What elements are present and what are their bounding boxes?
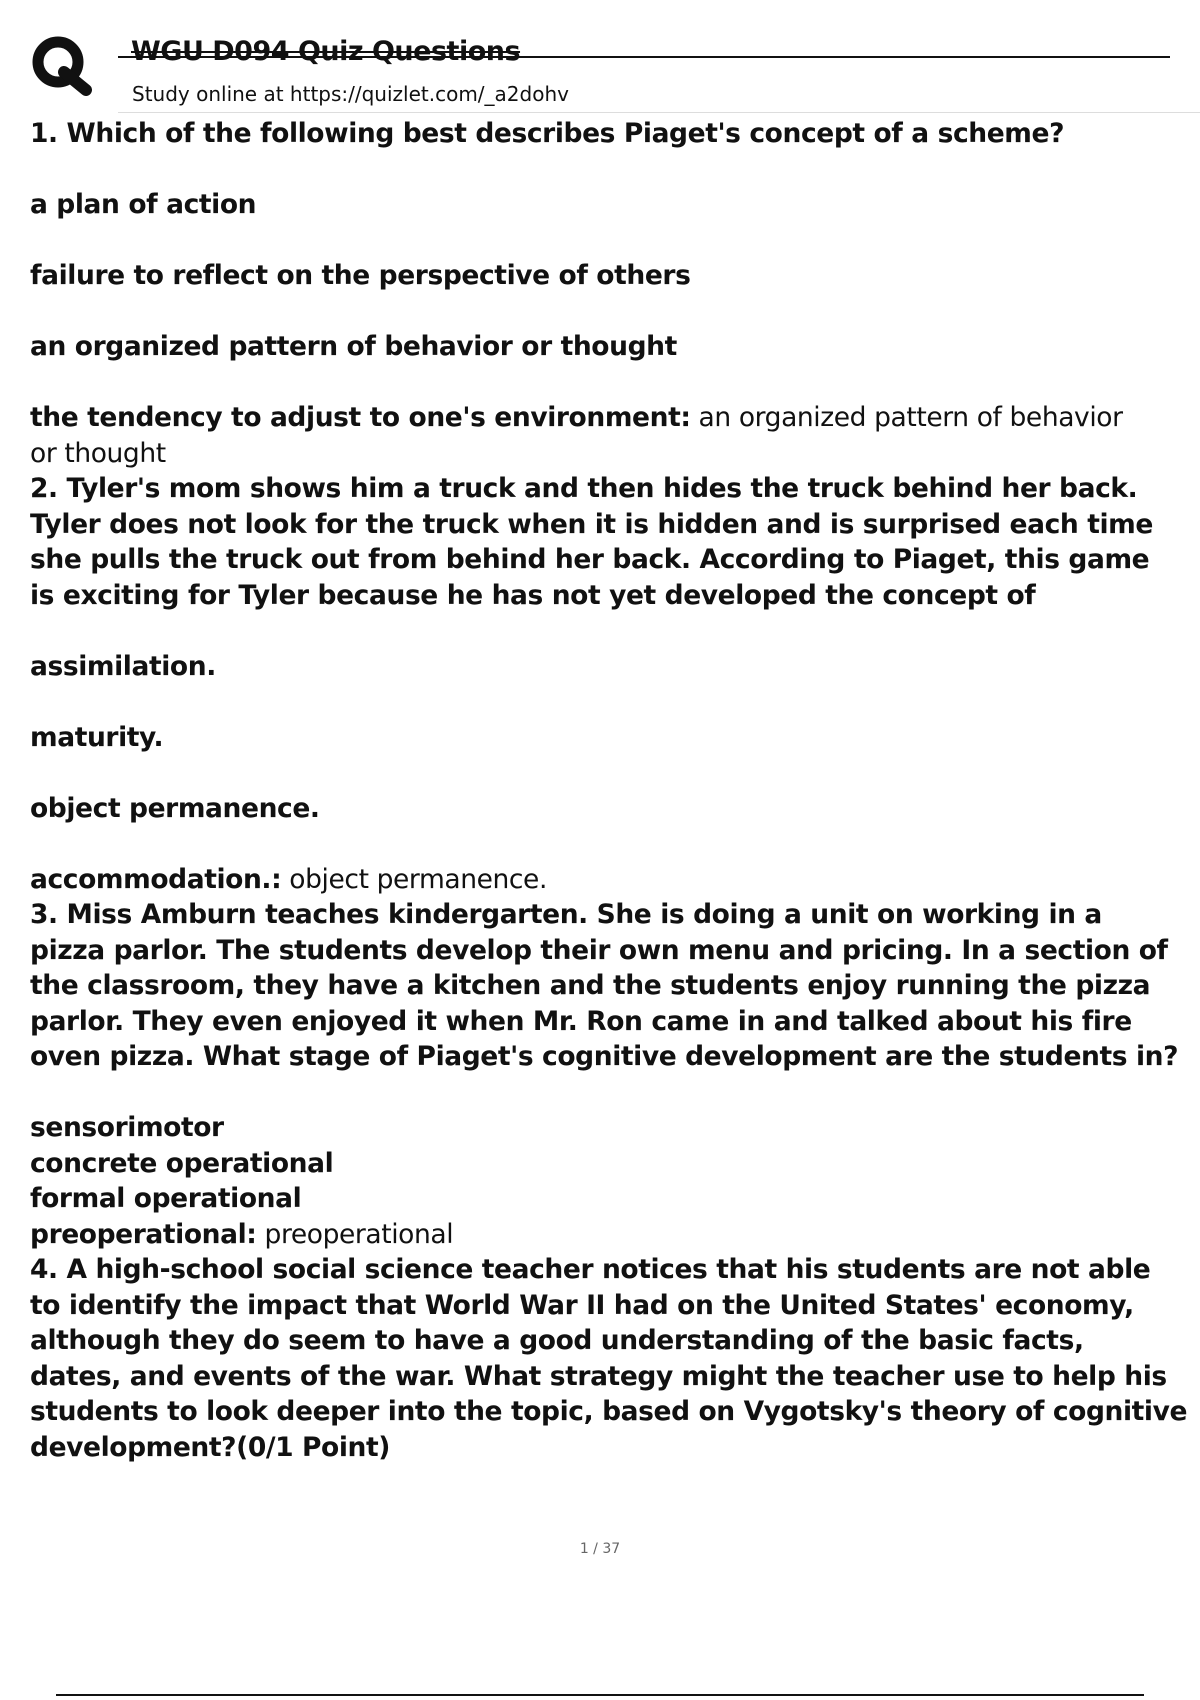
question-1-option: the tendency to adjust to one's environment: xyxy=(30,402,691,433)
question-1-last-option-line xyxy=(30,400,1170,436)
header-divider xyxy=(118,112,1200,113)
spacer xyxy=(30,152,1170,188)
question-3-text: the classroom, they have a kitchen and the students enjoy running the pizza xyxy=(30,970,1151,1001)
spacer xyxy=(30,365,1170,401)
question-3-text: 3. Miss Amburn teaches kindergarten. She is doing a unit on working in a xyxy=(30,899,1102,930)
question-2-text: she pulls the truck out from behind her back. According to Piaget, this game xyxy=(30,544,1150,575)
question-2-text: Tyler does not look for the truck when it is hidden and is surprised each time xyxy=(30,508,1153,540)
document-title: WGU D094 Quiz Questions xyxy=(131,36,521,67)
question-3-last-option-line xyxy=(30,1217,1170,1253)
quiz-content xyxy=(30,116,1188,1465)
question-2-answer: object permanence. xyxy=(281,863,547,895)
question-3-text: parlor. They even enjoyed it when Mr. Ron came in and talked about his fire xyxy=(30,1005,1132,1037)
question-1-text: 1. Which of the following best describes Piaget's concept of a scheme? xyxy=(30,118,1065,149)
question-4-text: development?(0/1 Point) xyxy=(30,1431,390,1463)
question-4-text: 4. A high-school social science teacher notices that his students are not able xyxy=(30,1254,1151,1285)
question-2-text: 2. Tyler's mom shows him a truck and then hides the truck behind her back. xyxy=(30,473,1138,504)
question-4-text: students to look deeper into the topic, based on Vygotsky's theory of cognitive xyxy=(30,1396,1188,1427)
spacer xyxy=(30,1075,1170,1111)
spacer xyxy=(30,294,1170,330)
question-1-answer: an organized pattern of behavior xyxy=(690,402,1123,433)
question-3-text: oven pizza. What stage of Piaget's cognitive development are the students in? xyxy=(30,1041,1179,1072)
spacer xyxy=(30,826,1170,862)
document-header xyxy=(30,28,1200,118)
document-subtitle: Study online at https://quizlet.com/_a2dohv xyxy=(132,82,569,106)
question-3-option: formal operational xyxy=(30,1183,302,1214)
quizlet-q-logo xyxy=(30,34,92,96)
question-2-option: accommodation.: xyxy=(30,863,282,895)
page-number: 1 / 37 xyxy=(579,1541,621,1557)
footer-divider xyxy=(56,1694,1144,1696)
spacer xyxy=(30,684,1170,720)
spacer xyxy=(30,613,1170,649)
question-3-option: preoperational: xyxy=(30,1218,257,1250)
question-3-option: concrete operational xyxy=(30,1147,334,1179)
question-4-text: although they do seem to have a good understanding of the basic facts, xyxy=(30,1325,1084,1356)
question-1-option: an organized pattern of behavior or thought xyxy=(30,331,677,362)
question-1-option: failure to reflect on the perspective of others xyxy=(30,260,691,291)
question-2-option: maturity. xyxy=(30,721,164,753)
question-3-text: pizza parlor. The students develop their own menu and pricing. In a section of xyxy=(30,934,1168,966)
question-1-option: a plan of action xyxy=(30,189,257,220)
question-3-answer: preoperational xyxy=(256,1218,454,1250)
question-2-last-option-line xyxy=(30,862,1170,898)
question-2-text: is exciting for Tyler because he has not yet developed the concept of xyxy=(30,579,1036,611)
question-4-text: to identify the impact that World War II had on the United States' economy, xyxy=(30,1289,1134,1321)
spacer xyxy=(30,223,1170,259)
question-2-option: assimilation. xyxy=(30,650,216,682)
spacer xyxy=(30,755,1170,791)
question-1-answer-continued: or thought xyxy=(30,437,166,469)
question-3-option: sensorimotor xyxy=(30,1112,224,1143)
question-4-text: dates, and events of the war. What strategy might the teacher use to help his xyxy=(30,1360,1167,1392)
question-2-option: object permanence. xyxy=(30,792,320,824)
